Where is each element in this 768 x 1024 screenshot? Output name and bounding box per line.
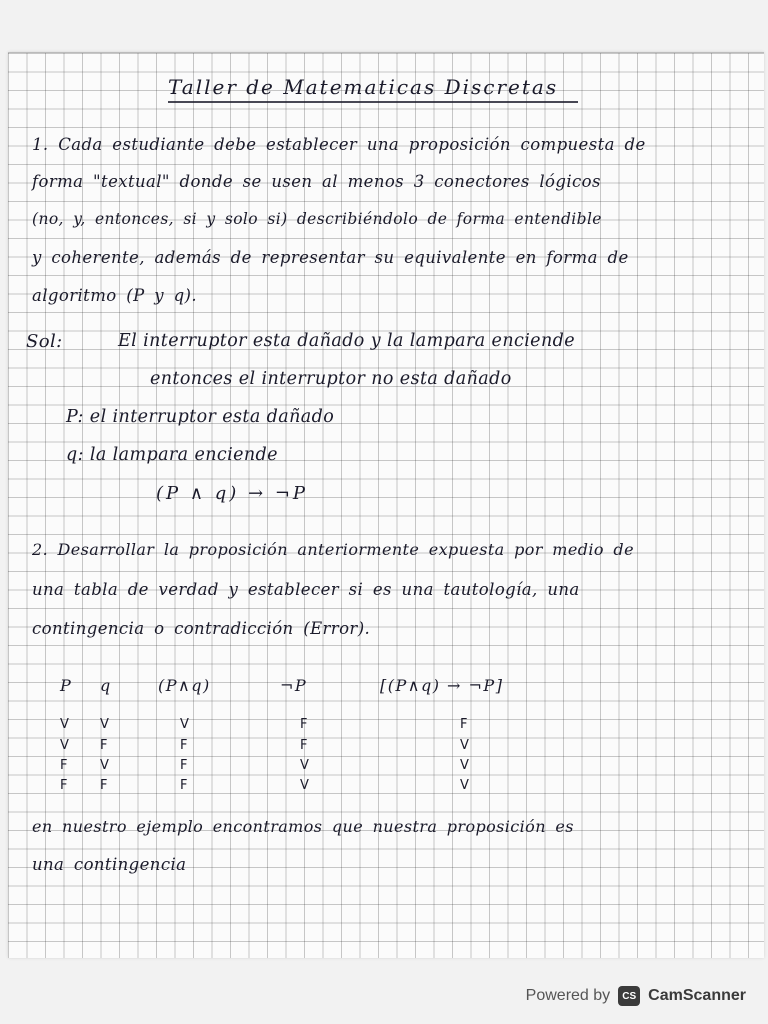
powered-by-text: Powered by <box>525 987 611 1004</box>
table-header-implication: [(P∧q) → ¬P] <box>380 676 504 695</box>
question1-line-5: algoritmo (P y q). <box>32 286 198 305</box>
table-header-p-and-q: (P∧q) <box>158 676 211 695</box>
cell-r1-result: F <box>460 717 468 732</box>
cell-r3-result: V <box>460 758 470 773</box>
cell-r2-p: V <box>60 738 70 753</box>
camscanner-logo-icon: CS <box>618 986 640 1006</box>
scanner-watermark <box>526 986 746 1006</box>
cell-r4-result: V <box>460 778 470 793</box>
conclusion-line-1: en nuestro ejemplo encontramos que nuestra proposición es <box>32 817 574 836</box>
title-underline <box>168 101 578 103</box>
question1-line-1: 1. Cada estudiante debe establecer una proposición compuesta de <box>32 135 646 154</box>
question2-line-1: 2. Desarrollar la proposición anteriormente expuesta por medio de <box>32 540 634 559</box>
cell-r1-notp: F <box>300 717 308 732</box>
solution-statement-line-1: El interruptor esta dañado y la lampara enciende <box>118 331 575 351</box>
cell-r4-p: F <box>60 778 68 793</box>
table-header-not-p: ¬P <box>280 676 308 695</box>
cell-r1-p: V <box>60 717 70 732</box>
solution-statement-line-2: entonces el interruptor no esta dañado <box>150 369 512 389</box>
question1-line-2: forma "textual" donde se usen al menos 3 conectores lógicos <box>32 172 601 191</box>
conclusion-line-2: una contingencia <box>32 855 187 874</box>
cell-r3-notp: V <box>300 758 310 773</box>
cell-r1-q: V <box>100 717 110 732</box>
cell-r2-q: F <box>100 738 108 753</box>
question2-line-3: contingencia o contradicción (Error). <box>32 619 371 638</box>
cell-r2-notp: F <box>300 738 308 753</box>
cell-r3-q: V <box>100 758 110 773</box>
table-header-p: P <box>60 676 73 695</box>
q-definition: q: la lampara enciende <box>66 445 278 465</box>
cell-r3-pq: F <box>180 758 188 773</box>
question1-line-3: (no, y, entonces, si y solo si) describiéndolo de forma entendible <box>32 210 602 228</box>
notebook-page <box>8 52 764 958</box>
question2-line-2: una tabla de verdad y establecer si es una tautología, una <box>32 580 580 599</box>
camscanner-brand: CamScanner <box>648 987 746 1004</box>
p-definition: P: el interruptor esta dañado <box>66 407 335 427</box>
cell-r2-result: V <box>460 738 470 753</box>
question1-line-4: y coherente, además de representar su equivalente en forma de <box>32 248 629 267</box>
cell-r4-q: F <box>100 778 108 793</box>
table-header-q: q <box>100 676 112 695</box>
page-title: Taller de Matematicas Discretas <box>168 75 559 99</box>
cell-r3-p: F <box>60 758 68 773</box>
cell-r4-pq: F <box>180 778 188 793</box>
solution-label: Sol: <box>26 331 63 352</box>
cell-r1-pq: V <box>180 717 190 732</box>
cell-r4-notp: V <box>300 778 310 793</box>
cell-r2-pq: F <box>180 738 188 753</box>
solution-formula: (P ∧ q) → ¬P <box>156 483 309 504</box>
